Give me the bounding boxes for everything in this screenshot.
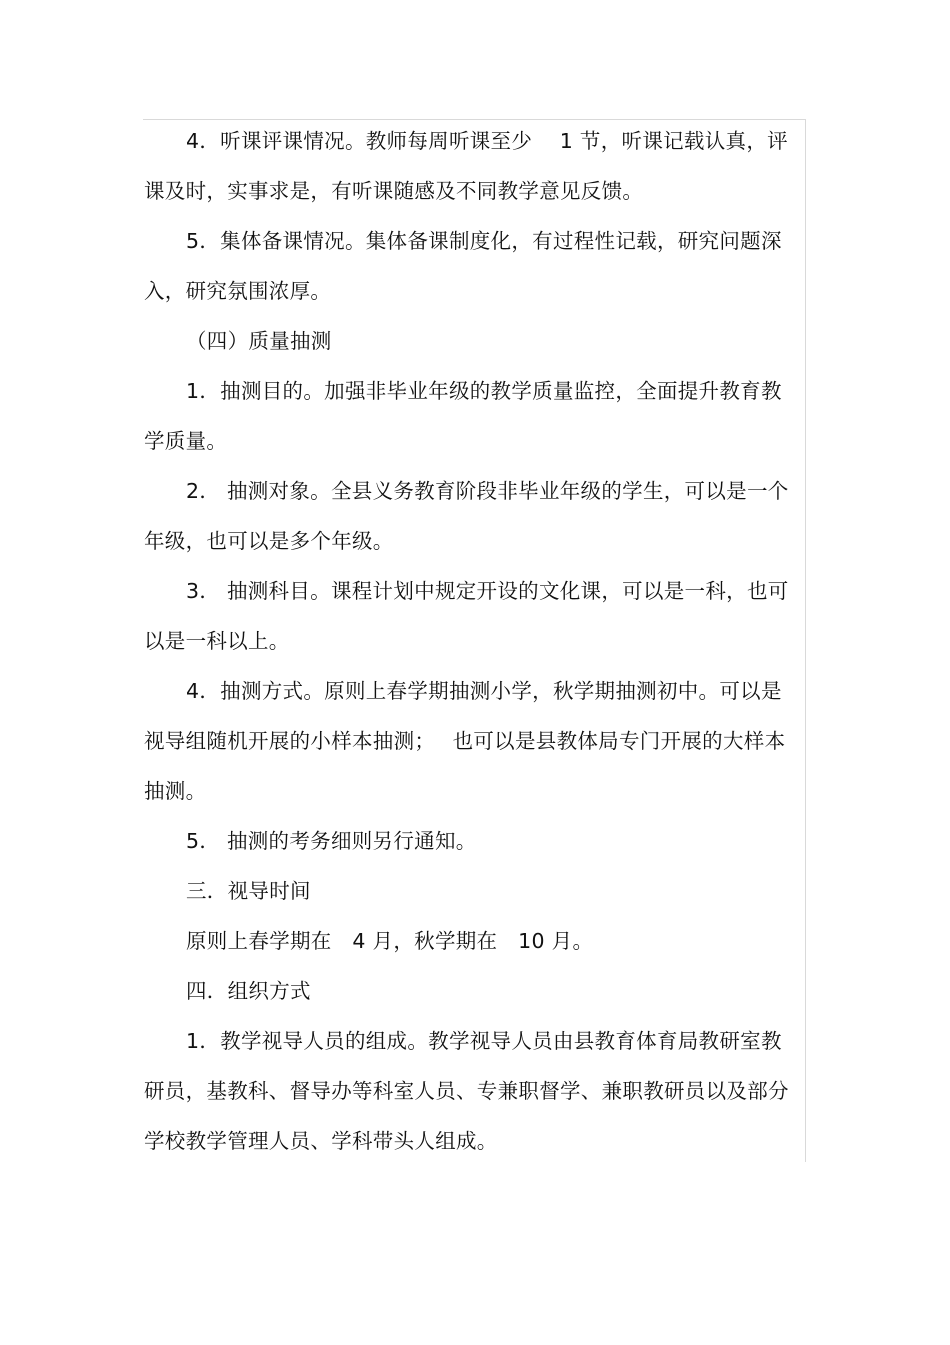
- paragraph-lesson-observation: 4．听课评课情况。教师每周听课至少 1 节，听课记载认真，评课及时，实事求是，有听课随感及不同教学意见反馈。: [144, 129, 788, 203]
- paragraph-group-lesson-planning: 5．集体备课情况。集体备课制度化，有过程性记载，研究问题深入，研究氛围浓厚。: [144, 229, 782, 303]
- paragraph-test-method: 4．抽测方式。原则上春学期抽测小学，秋学期抽测初中。可以是视导组随机开展的小样本抽测； 也可以是县教体局专门开展的大样本抽测。: [144, 679, 786, 803]
- section-heading-inspection-time: 三．视导时间: [186, 879, 311, 903]
- paragraph-test-purpose: 1．抽测目的。加强非毕业年级的教学质量监控，全面提升教育教学质量。: [144, 379, 782, 453]
- paragraph-test-target: 2． 抽测对象。全县义务教育阶段非毕业年级的学生，可以是一个年级，也可以是多个年级。: [144, 479, 789, 553]
- paragraph-inspector-composition: 1．教学视导人员的组成。教学视导人员由县教育体育局教研室教研员，基教科、督导办等科室人员、专兼职督学、兼职教研员以及部分学校教学管理人员、学科带头人组成。: [144, 1029, 789, 1153]
- document-body: [144, 116, 790, 1166]
- paragraph-test-subjects: 3． 抽测科目。课程计划中规定开设的文化课，可以是一科，也可以是一科以上。: [144, 579, 789, 653]
- paragraph-inspection-time: 原则上春学期在 4 月，秋学期在 10 月。: [186, 929, 594, 953]
- section-heading-organization: 四．组织方式: [186, 979, 311, 1003]
- paragraph-test-rules: 5． 抽测的考务细则另行通知。: [186, 829, 477, 853]
- section-heading-quality-testing: （四）质量抽测: [186, 329, 332, 353]
